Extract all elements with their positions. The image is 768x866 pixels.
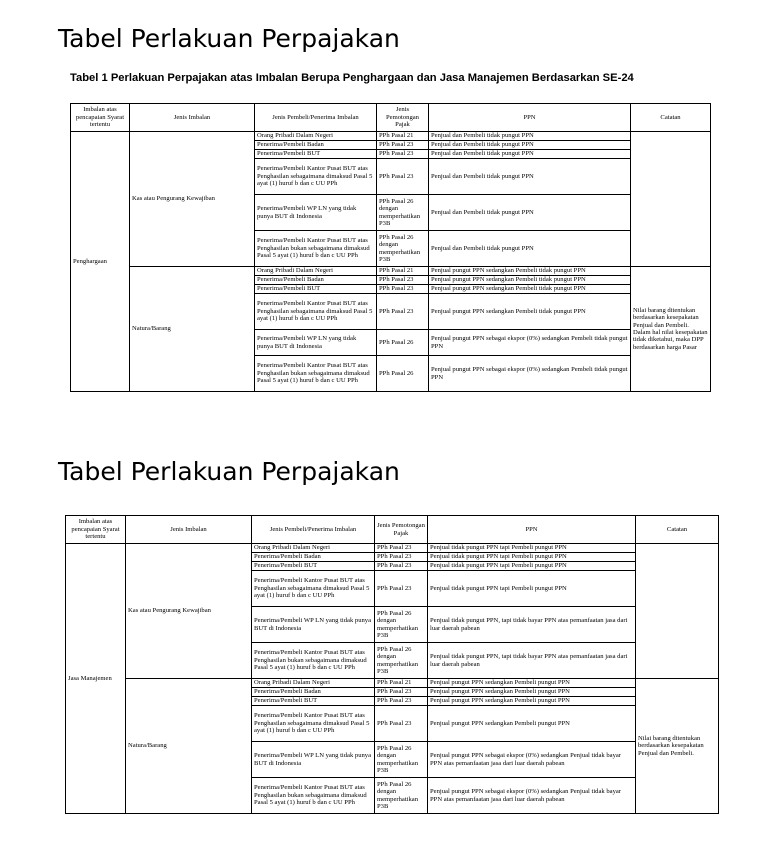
- ppn-cell: Penjual tidak pungut PPN tapi Pembeli pungut PPN: [428, 562, 636, 571]
- ppn-cell: Penjual pungut PPN sebagai ekspor (0%) sedangkan Pembeli tidak pungut PPN: [429, 356, 631, 392]
- column-header: Jenis Imbalan: [126, 516, 252, 544]
- jenis-imbalan-cell: Natura/Barang: [126, 679, 252, 814]
- ppn-cell: Penjual pungut PPN sedangkan Pembeli tidak pungut PPN: [429, 276, 631, 285]
- pajak-cell: PPh Pasal 26 dengan memperhatikan P3B: [375, 607, 428, 643]
- page-title: Tabel Perlakuan Perpajakan: [58, 24, 400, 53]
- column-header: Imbalan atas pencapaian Syarat tertentu: [71, 104, 130, 132]
- pembeli-cell: Penerima/Pembeli BUT: [252, 562, 375, 571]
- pembeli-cell: Penerima/Pembeli Kantor Pusat BUT atas Penghasilan sebagaimana dimaksud Pasal 5 ayat (1) huruf b dan c UU PPh: [255, 159, 377, 195]
- pajak-cell: PPh Pasal 21: [377, 267, 429, 276]
- pajak-cell: PPh Pasal 26 dengan memperhatikan P3B: [375, 778, 428, 814]
- pajak-cell: PPh Pasal 26 dengan memperhatikan P3B: [375, 643, 428, 679]
- ppn-cell: Penjual pungut PPN sebagai ekspor (0%) sedangkan Penjual tidak bayar PPN atas pemanfaatan jasa dari luar daerah pabean: [428, 778, 636, 814]
- pajak-cell: PPh Pasal 23: [377, 276, 429, 285]
- ppn-cell: Penjual pungut PPN sedangkan Pembeli pungut PPN: [428, 697, 636, 706]
- pajak-cell: PPh Pasal 23: [377, 294, 429, 330]
- pembeli-cell: Penerima/Pembeli Kantor Pusat BUT atas Penghasilan bukan sebagaimana dimaksud Pasal 5 ayat (1) huruf b dan c UU PPh: [252, 643, 375, 679]
- group-cell: Penghargaan: [71, 132, 130, 392]
- pembeli-cell: Orang Pribadi Dalam Negeri: [252, 679, 375, 688]
- ppn-cell: Penjual tidak pungut PPN tapi Pembeli pungut PPN: [428, 553, 636, 562]
- ppn-cell: Penjual dan Pembeli tidak pungut PPN: [429, 141, 631, 150]
- pembeli-cell: Penerima/Pembeli WP LN yang tidak punya BUT di Indonesia: [255, 195, 377, 231]
- ppn-cell: Penjual pungut PPN sebagai ekspor (0%) sedangkan Penjual tidak bayar PPN atas pemanfaatan jasa dari luar daerah pabean: [428, 742, 636, 778]
- catatan-cell: [631, 132, 711, 267]
- tax-table-jasa-manajemen: [65, 515, 719, 814]
- pajak-cell: PPh Pasal 23: [375, 562, 428, 571]
- jenis-imbalan-cell: Kas atau Pengurang Kewajiban: [130, 132, 255, 267]
- ppn-cell: Penjual dan Pembeli tidak pungut PPN: [429, 132, 631, 141]
- column-header: Jenis Pembeli/Penerima Imbalan: [252, 516, 375, 544]
- pajak-cell: PPh Pasal 23: [377, 141, 429, 150]
- pajak-cell: PPh Pasal 26: [377, 330, 429, 356]
- column-header: Jenis Imbalan: [130, 104, 255, 132]
- ppn-cell: Penjual dan Pembeli tidak pungut PPN: [429, 159, 631, 195]
- pajak-cell: PPh Pasal 23: [377, 159, 429, 195]
- ppn-cell: Penjual tidak pungut PPN tapi Pembeli pungut PPN: [428, 571, 636, 607]
- table-row: [71, 267, 711, 276]
- column-header: PPN: [429, 104, 631, 132]
- column-header: Imbalan atas pencapaian Syarat tertentu: [66, 516, 126, 544]
- pembeli-cell: Penerima/Pembeli Kantor Pusat BUT atas Penghasilan bukan sebagaimana dimaksud Pasal 5 ayat (1) huruf b dan c UU PPh: [252, 778, 375, 814]
- pembeli-cell: Penerima/Pembeli Badan: [255, 276, 377, 285]
- ppn-cell: Penjual dan Pembeli tidak pungut PPN: [429, 195, 631, 231]
- ppn-cell: Penjual pungut PPN sebagai ekspor (0%) sedangkan Pembeli tidak pungut PPN: [429, 330, 631, 356]
- ppn-cell: Penjual dan Pembeli tidak pungut PPN: [429, 231, 631, 267]
- pembeli-cell: Penerima/Pembeli BUT: [252, 697, 375, 706]
- column-header: Jenis Pemotongan Pajak: [377, 104, 429, 132]
- ppn-cell: Penjual pungut PPN sedangkan Pembeli tidak pungut PPN: [429, 294, 631, 330]
- ppn-cell: Penjual tidak pungut PPN, tapi tidak bayar PPN atas pemanfaatan jasa dari luar daerah pabean: [428, 643, 636, 679]
- pembeli-cell: Penerima/Pembeli BUT: [255, 150, 377, 159]
- pajak-cell: PPh Pasal 26: [377, 356, 429, 392]
- pembeli-cell: Penerima/Pembeli WP LN yang tidak punya BUT di Indonesia: [255, 330, 377, 356]
- table-row: [66, 679, 719, 688]
- table-row: [71, 132, 711, 141]
- ppn-cell: Penjual dan Pembeli tidak pungut PPN: [429, 150, 631, 159]
- pembeli-cell: Orang Pribadi Dalam Negeri: [252, 544, 375, 553]
- table-header-row: [66, 516, 719, 544]
- pajak-cell: PPh Pasal 26 dengan memperhatikan P3B: [377, 195, 429, 231]
- catatan-cell: Nilai barang ditentukan berdasarkan kesepakatan Penjual dan Pembeli.: [636, 679, 719, 814]
- ppn-cell: Penjual pungut PPN sedangkan Pembeli pungut PPN: [428, 679, 636, 688]
- column-header: PPN: [428, 516, 636, 544]
- pembeli-cell: Penerima/Pembeli Kantor Pusat BUT atas Penghasilan bukan sebagaimana dimaksud Pasal 5 ayat (1) huruf b dan c UU PPh: [255, 231, 377, 267]
- pembeli-cell: Penerima/Pembeli Kantor Pusat BUT atas Penghasilan bukan sebagaimana dimaksud Pasal 5 ayat (1) huruf b dan c UU PPh: [255, 356, 377, 392]
- pajak-cell: PPh Pasal 23: [375, 697, 428, 706]
- column-header: Jenis Pembeli/Penerima Imbalan: [255, 104, 377, 132]
- pajak-cell: PPh Pasal 26 dengan memperhatikan P3B: [377, 231, 429, 267]
- column-header: Catatan: [636, 516, 719, 544]
- pajak-cell: PPh Pasal 21: [377, 132, 429, 141]
- pembeli-cell: Orang Pribadi Dalam Negeri: [255, 267, 377, 276]
- pembeli-cell: Penerima/Pembeli Badan: [255, 141, 377, 150]
- ppn-cell: Penjual tidak pungut PPN tapi Pembeli pungut PPN: [428, 544, 636, 553]
- pajak-cell: PPh Pasal 23: [375, 688, 428, 697]
- pembeli-cell: Penerima/Pembeli BUT: [255, 285, 377, 294]
- pajak-cell: PPh Pasal 23: [375, 706, 428, 742]
- pembeli-cell: Penerima/Pembeli Badan: [252, 688, 375, 697]
- pajak-cell: PPh Pasal 23: [375, 544, 428, 553]
- pembeli-cell: Penerima/Pembeli Kantor Pusat BUT atas Penghasilan sebagaimana dimaksud Pasal 5 ayat (1) huruf b dan c UU PPh: [252, 706, 375, 742]
- pembeli-cell: Orang Pribadi Dalam Negeri: [255, 132, 377, 141]
- jenis-imbalan-cell: Kas atau Pengurang Kewajiban: [126, 544, 252, 679]
- pajak-cell: PPh Pasal 21: [375, 679, 428, 688]
- pajak-cell: PPh Pasal 23: [377, 285, 429, 294]
- ppn-cell: Penjual tidak pungut PPN, tapi tidak bayar PPN atas pemanfaatan jasa dari luar daerah pabean: [428, 607, 636, 643]
- pajak-cell: PPh Pasal 23: [377, 150, 429, 159]
- pembeli-cell: Penerima/Pembeli Badan: [252, 553, 375, 562]
- ppn-cell: Penjual pungut PPN sedangkan Pembeli pungut PPN: [428, 688, 636, 697]
- catatan-cell: Nilai barang ditentukan berdasarkan kesepakatan Penjual dan Pembeli. Dalam hal nilai kesepakatan tidak diketahui, maka DPP berdasarkan harga Pasar: [631, 267, 711, 392]
- catatan-cell: [636, 544, 719, 679]
- pembeli-cell: Penerima/Pembeli Kantor Pusat BUT atas Penghasilan sebagaimana dimaksud Pasal 5 ayat (1) huruf b dan c UU PPh: [252, 571, 375, 607]
- pembeli-cell: Penerima/Pembeli WP LN yang tidak punya BUT di Indonesia: [252, 742, 375, 778]
- pajak-cell: PPh Pasal 26 dengan memperhatikan P3B: [375, 742, 428, 778]
- tax-table-penghargaan: [70, 103, 711, 392]
- table-header-row: [71, 104, 711, 132]
- table-caption: Tabel 1 Perlakuan Perpajakan atas Imbalan Berupa Penghargaan dan Jasa Manajemen Berdasarkan SE-24: [70, 72, 634, 84]
- pembeli-cell: Penerima/Pembeli Kantor Pusat BUT atas Penghasilan sebagaimana dimaksud Pasal 5 ayat (1) huruf b dan c UU PPh: [255, 294, 377, 330]
- column-header: Catatan: [631, 104, 711, 132]
- group-cell: Jasa Manajemen: [66, 544, 126, 814]
- ppn-cell: Penjual pungut PPN sedangkan Pembeli tidak pungut PPN: [429, 285, 631, 294]
- ppn-cell: Penjual pungut PPN sedangkan Pembeli tidak pungut PPN: [429, 267, 631, 276]
- ppn-cell: Penjual pungut PPN sedangkan Pembeli pungut PPN: [428, 706, 636, 742]
- pembeli-cell: Penerima/Pembeli WP LN yang tidak punya BUT di Indonesia: [252, 607, 375, 643]
- jenis-imbalan-cell: Natura/Barang: [130, 267, 255, 392]
- pajak-cell: PPh Pasal 23: [375, 571, 428, 607]
- column-header: Jenis Pemotongan Pajak: [375, 516, 428, 544]
- page-title: Tabel Perlakuan Perpajakan: [58, 457, 400, 486]
- pajak-cell: PPh Pasal 23: [375, 553, 428, 562]
- table-row: [66, 544, 719, 553]
